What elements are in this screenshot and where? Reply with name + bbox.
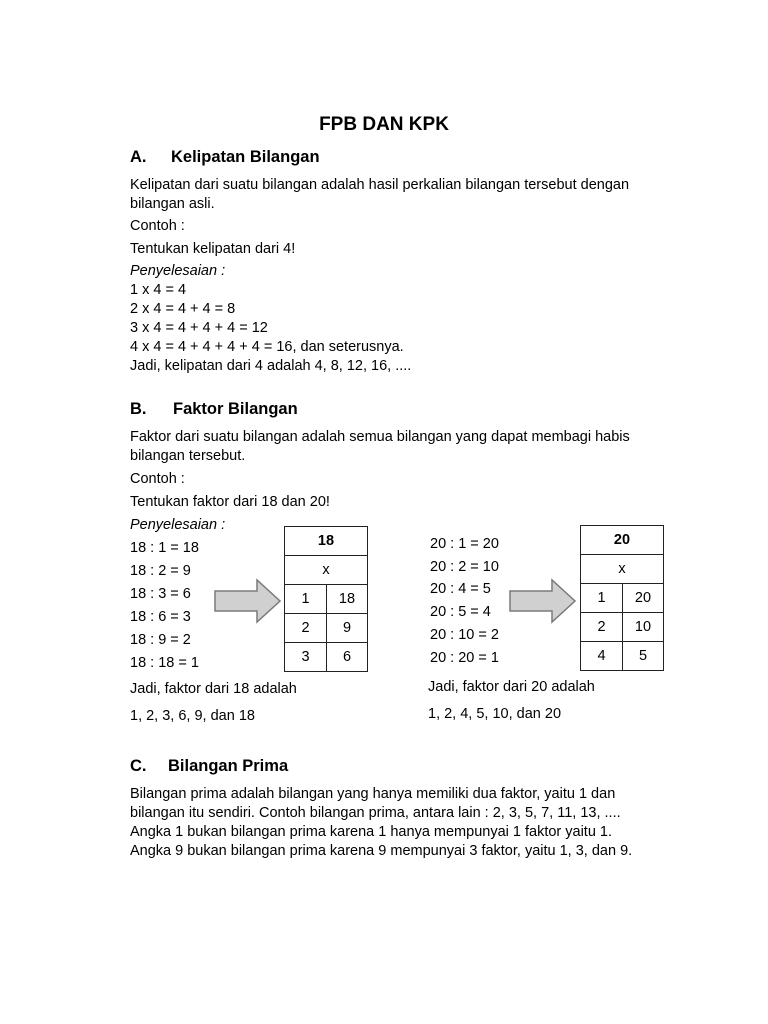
page-title: FPB DAN KPK [319,114,449,135]
right-arrow-icon [213,578,283,624]
division-line-20: 20 : 5 = 4 [430,604,491,620]
section-b-penyelesaian: Penyelesaian : [130,517,226,533]
section-a-step: 4 x 4 = 4 + 4 + 4 + 4 = 16, dan seterusnya. [130,339,404,355]
factor-table-cell: 1 [285,585,327,614]
division-line-20: 20 : 10 = 2 [430,627,499,643]
factor-conclusion-20: Jadi, faktor dari 20 adalah [428,679,595,695]
division-line-18: 18 : 9 = 2 [130,632,191,648]
division-line-20: 20 : 20 = 1 [430,650,499,666]
factor-table-cell: 1 [581,584,623,613]
section-b-heading: Faktor Bilangan [173,400,298,418]
division-line-18: 18 : 3 = 6 [130,586,191,602]
factor-table-cell: 20 [623,584,664,613]
division-line-20: 20 : 1 = 20 [430,536,499,552]
division-line-18: 18 : 18 = 1 [130,655,199,671]
section-a-step: 1 x 4 = 4 [130,282,187,298]
section-a-letter: A. [130,148,147,166]
section-a-def-line: bilangan asli. [130,196,215,212]
factor-table-cell: 6 [327,643,368,672]
factor-table-cell: 10 [623,613,664,642]
section-a-step: 2 x 4 = 4 + 4 = 8 [130,301,236,317]
factor-table-operator: x [285,556,368,585]
factor-table-cell: 4 [581,642,623,671]
division-line-18: 18 : 6 = 3 [130,609,191,625]
division-line-20: 20 : 4 = 5 [430,581,491,597]
section-a-step: 3 x 4 = 4 + 4 + 4 = 12 [130,320,268,336]
section-c-line: bilangan itu sendiri. Contoh bilangan prima, antara lain : 2, 3, 5, 7, 11, 13, .... [130,805,621,821]
section-a-contoh: Contoh : [130,218,185,234]
section-b-letter: B. [130,400,147,418]
section-c-line: Angka 1 bukan bilangan prima karena 1 hanya mempunyai 1 faktor yaitu 1. [130,824,613,840]
division-line-18: 18 : 1 = 18 [130,540,199,556]
section-b-def-line: Faktor dari suatu bilangan adalah semua bilangan yang dapat membagi habis [130,429,630,445]
section-a-penyelesaian: Penyelesaian : [130,263,226,279]
factor-table-cell: 3 [285,643,327,672]
section-b-question: Tentukan faktor dari 18 dan 20! [130,494,330,510]
section-b-def-line: bilangan tersebut. [130,448,246,464]
section-c-line: Angka 9 bukan bilangan prima karena 9 mempunyai 3 faktor, yaitu 1, 3, dan 9. [130,843,633,859]
factor-table-cell: 2 [581,613,623,642]
right-arrow-icon [508,578,578,624]
division-line-20: 20 : 2 = 10 [430,559,499,575]
section-b-contoh: Contoh : [130,471,185,487]
section-c-letter: C. [130,757,147,775]
factor-table-cell: 2 [285,614,327,643]
factor-table-cell: 9 [327,614,368,643]
factor-table-cell: 5 [623,642,664,671]
factor-table-header: 18 [285,527,368,556]
factor-list-18: 1, 2, 3, 6, 9, dan 18 [130,708,255,724]
section-c-line: Bilangan prima adalah bilangan yang hanya memiliki dua faktor, yaitu 1 dan [130,786,616,802]
factor-table-18 [284,526,368,672]
factor-table-cell: 18 [327,585,368,614]
section-a-conclusion: Jadi, kelipatan dari 4 adalah 4, 8, 12, 16, .... [130,358,412,374]
factor-conclusion-18: Jadi, faktor dari 18 adalah [130,681,297,697]
division-line-18: 18 : 2 = 9 [130,563,191,579]
factor-table-20 [580,525,664,671]
factor-table-header: 20 [581,526,664,555]
section-c-heading: Bilangan Prima [168,757,289,775]
section-a-question: Tentukan kelipatan dari 4! [130,241,296,257]
factor-table-operator: x [581,555,664,584]
factor-list-20: 1, 2, 4, 5, 10, dan 20 [428,706,562,722]
section-a-def-line: Kelipatan dari suatu bilangan adalah hasil perkalian bilangan tersebut dengan [130,177,630,193]
section-a-heading: Kelipatan Bilangan [171,148,320,166]
